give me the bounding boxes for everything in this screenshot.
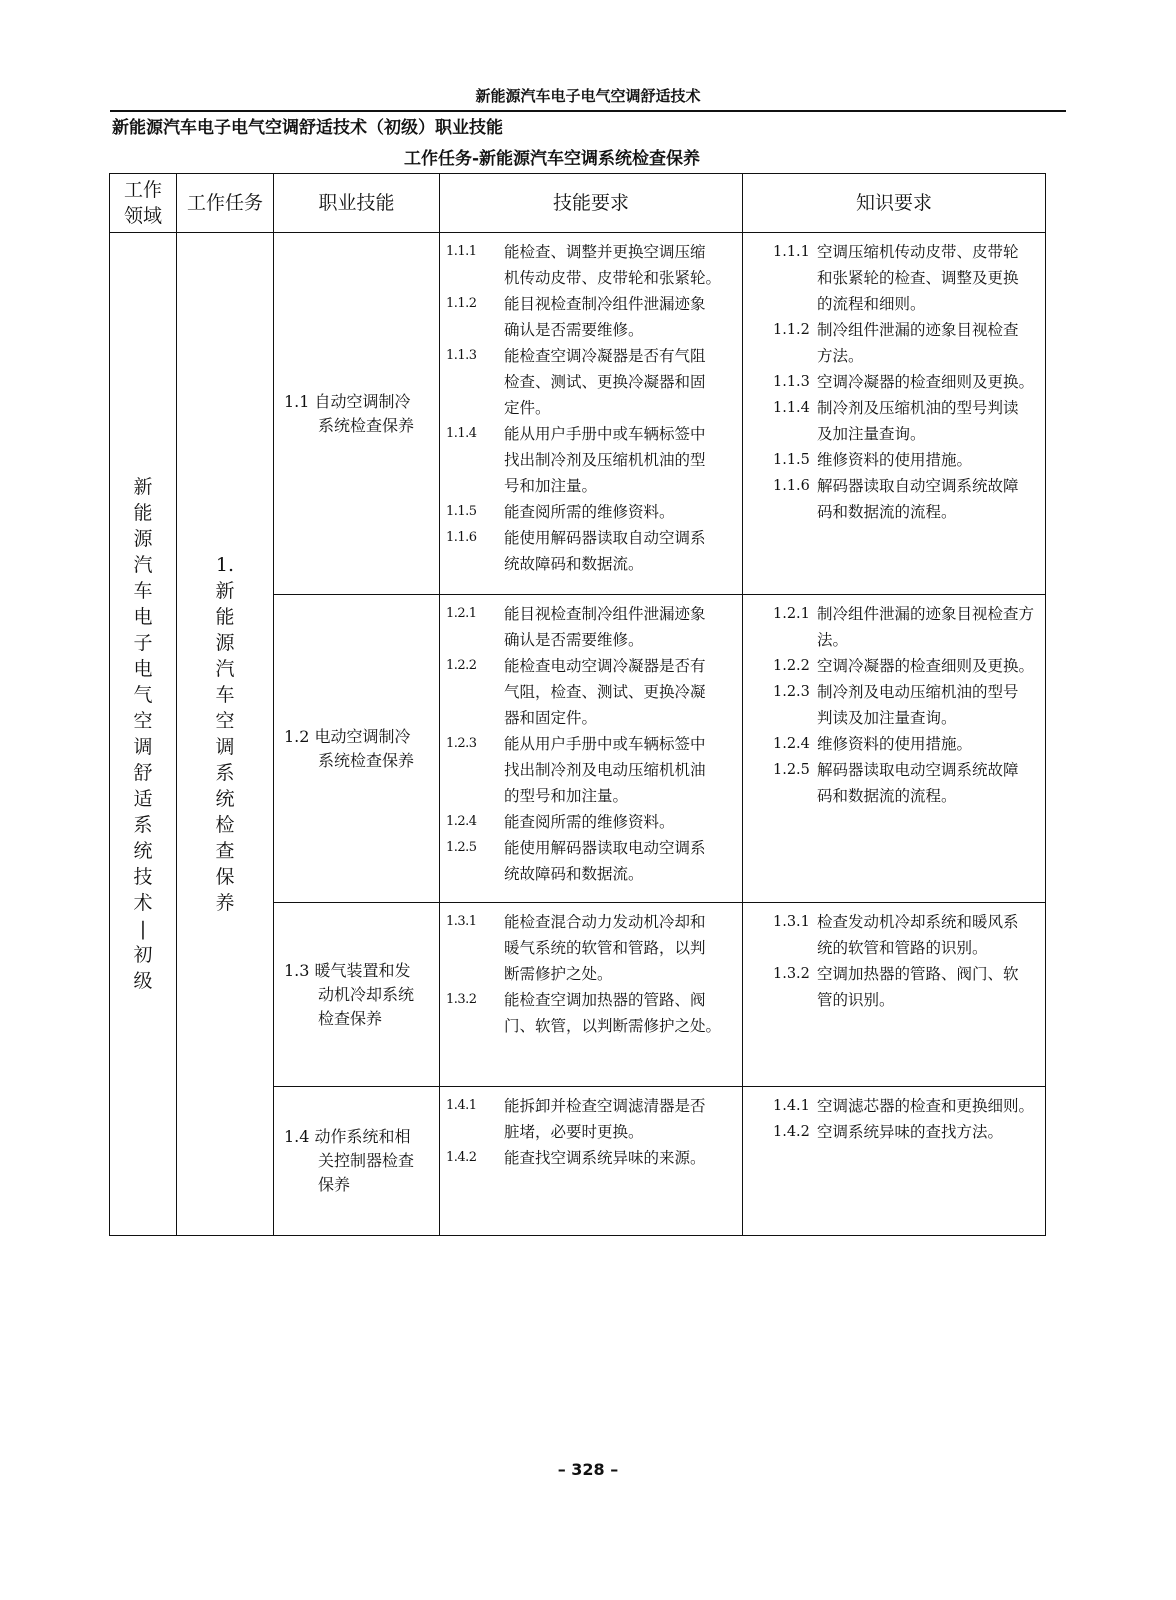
skill-requirement-line: 统故障码和数据流。 xyxy=(504,555,644,573)
skill-requirement-line: 确认是否需要维修。 xyxy=(504,631,644,649)
skill-requirement-item xyxy=(446,1093,736,1145)
knowledge-requirement-item xyxy=(749,395,1039,447)
knowledge-requirement-text xyxy=(817,601,1039,653)
document-subtitle: 工作任务-新能源汽车空调系统检查保养 xyxy=(404,149,701,169)
skill-requirement-line: 确认是否需要维修。 xyxy=(504,321,644,339)
knowledge-requirement-line: 空调冷凝器的检查细则及更换。 xyxy=(817,373,1035,391)
knowledge-requirement-line: 解码器读取电动空调系统故障 xyxy=(817,761,1019,779)
skill-requirement-number: 1.3.2 xyxy=(446,992,477,1007)
work-domain-char: 车 xyxy=(133,580,153,602)
skill-requirement-line: 统故障码和数据流。 xyxy=(504,865,644,883)
skill-requirement-item xyxy=(446,653,736,731)
knowledge-requirement-line: 维修资料的使用措施。 xyxy=(817,735,973,753)
skill-requirement-item xyxy=(446,1145,736,1171)
knowledge-requirement-text xyxy=(817,757,1039,809)
work-domain-char: 电 xyxy=(133,606,153,628)
skill-requirement-text xyxy=(504,421,736,499)
vocational-skill-cell xyxy=(274,1087,440,1236)
work-domain-char: | xyxy=(139,918,147,940)
skill-requirement-text xyxy=(504,835,736,887)
knowledge-requirement-line: 码和数据流的流程。 xyxy=(817,503,957,521)
skill-requirement-text xyxy=(504,909,736,987)
work-task-char: 汽 xyxy=(215,658,235,680)
skill-requirement-line: 暖气系统的软管和管路，以判 xyxy=(504,939,706,957)
skill-requirement-number: 1.2.4 xyxy=(446,814,477,829)
work-task-char: 源 xyxy=(215,632,235,654)
skill-requirement-line: 能查找空调系统异味的来源。 xyxy=(504,1149,706,1167)
skill-requirements-cell xyxy=(440,595,743,903)
skill-requirement-item xyxy=(446,809,736,835)
work-domain-char: 汽 xyxy=(133,554,153,576)
knowledge-requirement-line: 解码器读取自动空调系统故障 xyxy=(817,477,1019,495)
skill-requirement-item xyxy=(446,421,736,499)
skill-requirement-line: 能使用解码器读取电动空调系 xyxy=(504,839,706,857)
work-task-char: 统 xyxy=(215,788,235,810)
knowledge-requirements-cell xyxy=(743,233,1046,595)
skill-requirement-number: 1.1.5 xyxy=(446,504,477,519)
skill-requirement-text xyxy=(504,809,736,835)
knowledge-requirement-line: 维修资料的使用措施。 xyxy=(817,451,973,469)
knowledge-requirement-number: 1.1.1 xyxy=(773,244,810,260)
skill-requirement-text xyxy=(504,1093,736,1145)
skill-requirement-line: 机传动皮带、皮带轮和张紧轮。 xyxy=(504,269,722,287)
skill-requirement-number: 1.4.1 xyxy=(446,1098,477,1113)
work-domain-char: 能 xyxy=(133,502,153,524)
skill-requirement-line: 能使用解码器读取自动空调系 xyxy=(504,529,706,547)
work-domain-char: 子 xyxy=(133,632,153,654)
knowledge-requirement-line: 码和数据流的流程。 xyxy=(817,787,957,805)
skills-table xyxy=(109,173,1046,1236)
work-domain-char: 电 xyxy=(133,658,153,680)
skill-requirement-text xyxy=(504,291,736,343)
knowledge-requirement-item xyxy=(749,317,1039,369)
knowledge-requirement-line: 空调滤芯器的检查和更换细则。 xyxy=(817,1097,1035,1115)
vocational-skill-cell xyxy=(274,903,440,1087)
skill-requirement-item xyxy=(446,525,736,577)
skill-requirement-text xyxy=(504,987,736,1039)
vocational-skill-number: 1.1 xyxy=(284,391,310,411)
knowledge-requirement-line: 管的识别。 xyxy=(817,991,895,1009)
skill-requirement-item xyxy=(446,835,736,887)
knowledge-requirement-line: 空调加热器的管路、阀门、软 xyxy=(817,965,1019,983)
header-work-domain-line1: 工作 xyxy=(123,179,162,201)
skill-requirement-number: 1.2.1 xyxy=(446,606,477,621)
knowledge-requirement-text xyxy=(817,395,1039,447)
skill-requirement-number: 1.2.5 xyxy=(446,840,477,855)
knowledge-requirements-cell xyxy=(743,1087,1046,1236)
skill-requirement-number: 1.1.6 xyxy=(446,530,477,545)
knowledge-requirements-cell xyxy=(743,903,1046,1087)
knowledge-requirement-item xyxy=(749,447,1039,473)
knowledge-requirement-text xyxy=(817,239,1039,317)
work-task-char: 车 xyxy=(215,684,235,706)
vocational-skill-number: 1.3 xyxy=(284,960,310,980)
header-work-domain-line2: 领域 xyxy=(123,205,162,227)
knowledge-requirement-line: 和张紧轮的检查、调整及更换 xyxy=(817,269,1019,287)
knowledge-requirement-line: 空调压缩机传动皮带、皮带轮 xyxy=(817,243,1019,261)
skill-requirement-item xyxy=(446,291,736,343)
skill-requirement-line: 能拆卸并检查空调滤清器是否 xyxy=(504,1097,706,1115)
work-task-cell xyxy=(177,233,274,1236)
skill-requirement-item xyxy=(446,601,736,653)
knowledge-requirement-line: 空调冷凝器的检查细则及更换。 xyxy=(817,657,1035,675)
vocational-skill-title: 动作系统和相 xyxy=(314,1127,411,1146)
skill-requirement-line: 能检查空调加热器的管路、阀 xyxy=(504,991,706,1009)
knowledge-requirement-item xyxy=(749,239,1039,317)
vocational-skill-cell xyxy=(274,595,440,903)
page-number: – 328 – xyxy=(557,1460,619,1479)
skill-requirement-text xyxy=(504,1145,736,1171)
skill-requirement-line: 号和加注量。 xyxy=(504,477,598,495)
skill-requirement-line: 能从用户手册中或车辆标签中 xyxy=(504,735,706,753)
skill-requirement-text xyxy=(504,343,736,421)
skill-requirement-line: 能查阅所需的维修资料。 xyxy=(504,503,675,521)
work-domain-char: 舒 xyxy=(133,762,153,784)
header-knowledge-requirements: 知识要求 xyxy=(743,174,1046,233)
skill-requirement-number: 1.2.2 xyxy=(446,658,477,673)
knowledge-requirement-line: 及加注量查询。 xyxy=(817,425,926,443)
vocational-skill-title: 暖气装置和发 xyxy=(314,960,411,980)
skill-requirement-text xyxy=(504,239,736,291)
knowledge-requirement-number: 1.2.4 xyxy=(773,736,810,752)
vocational-skill-line: 动机冷却系统 xyxy=(318,984,415,1004)
knowledge-requirement-line: 统的软管和管路的识别。 xyxy=(817,939,988,957)
knowledge-requirement-line: 判读及加注量查询。 xyxy=(817,709,957,727)
knowledge-requirement-number: 1.1.4 xyxy=(773,400,810,416)
vocational-skill-first-line xyxy=(284,1125,431,1149)
skill-requirement-line: 气阻，检查、测试、更换冷凝 xyxy=(504,683,706,701)
skill-requirement-number: 1.1.2 xyxy=(446,296,477,311)
vocational-skill-line: 检查保养 xyxy=(318,1008,383,1028)
skill-requirement-line: 的型号和加注量。 xyxy=(504,787,629,805)
knowledge-requirement-item xyxy=(749,601,1039,653)
knowledge-requirement-text xyxy=(817,369,1039,395)
knowledge-requirement-item xyxy=(749,961,1039,1013)
vocational-skill-first-line xyxy=(284,959,431,983)
skill-requirement-text xyxy=(504,525,736,577)
table-header-row xyxy=(110,174,1046,233)
work-task-char: 新 xyxy=(215,580,235,602)
skill-requirement-line: 找出制冷剂及电动压缩机机油 xyxy=(504,761,706,779)
header-skill-requirements: 技能要求 xyxy=(440,174,743,233)
skill-requirement-line: 找出制冷剂及压缩机机油的型 xyxy=(504,451,706,469)
knowledge-requirements-cell xyxy=(743,595,1046,903)
knowledge-requirement-line: 制冷组件泄漏的迹象目视检查 xyxy=(817,321,1019,339)
knowledge-requirement-item xyxy=(749,369,1039,395)
vocational-skill-number: 1.4 xyxy=(284,1127,310,1146)
knowledge-requirement-line: 法。 xyxy=(817,631,849,649)
vocational-skill-first-line xyxy=(284,725,431,749)
skill-requirement-line: 能从用户手册中或车辆标签中 xyxy=(504,425,706,443)
knowledge-requirement-text xyxy=(817,473,1039,525)
skill-requirement-number: 1.1.1 xyxy=(446,244,477,259)
skill-requirement-number: 1.2.3 xyxy=(446,736,477,751)
knowledge-requirement-number: 1.1.5 xyxy=(773,452,810,468)
work-domain-char: 源 xyxy=(133,528,153,550)
knowledge-requirement-line: 制冷剂及压缩机油的型号判读 xyxy=(817,399,1019,417)
skill-requirement-line: 能目视检查制冷组件泄漏迹象 xyxy=(504,605,706,623)
work-task-char: 查 xyxy=(215,840,235,862)
work-domain-char: 技 xyxy=(133,866,153,888)
skill-requirement-line: 检查、测试、更换冷凝器和固 xyxy=(504,373,706,391)
skill-requirement-line: 能检查空调冷凝器是否有气阻 xyxy=(504,347,706,365)
work-task-char: 检 xyxy=(215,814,235,836)
vocational-skill-line: 关控制器检查 xyxy=(318,1151,415,1170)
skill-requirement-item xyxy=(446,731,736,809)
skill-requirement-item xyxy=(446,499,736,525)
knowledge-requirement-item xyxy=(749,731,1039,757)
work-domain-char: 级 xyxy=(133,970,153,992)
skill-requirement-text xyxy=(504,653,736,731)
header-work-task: 工作任务 xyxy=(177,174,274,233)
work-task-char: 1. xyxy=(215,554,235,576)
vocational-skill-number: 1.2 xyxy=(284,726,310,746)
work-task-char: 养 xyxy=(215,892,235,914)
skill-requirement-text xyxy=(504,731,736,809)
knowledge-requirement-number: 1.4.2 xyxy=(773,1124,810,1140)
knowledge-requirement-item xyxy=(749,757,1039,809)
knowledge-requirement-text xyxy=(817,1093,1039,1119)
knowledge-requirement-number: 1.4.1 xyxy=(773,1098,810,1114)
knowledge-requirement-text xyxy=(817,731,1039,757)
skill-requirement-number: 1.3.1 xyxy=(446,914,477,929)
skill-requirement-text xyxy=(504,499,736,525)
knowledge-requirement-number: 1.1.3 xyxy=(773,374,810,390)
knowledge-requirement-item xyxy=(749,909,1039,961)
running-header xyxy=(110,86,1066,112)
work-domain-char: 调 xyxy=(133,736,153,758)
knowledge-requirement-text xyxy=(817,653,1039,679)
skill-requirement-text xyxy=(504,601,736,653)
vocational-skill-cell xyxy=(274,233,440,595)
work-domain-char: 新 xyxy=(133,476,153,498)
knowledge-requirement-number: 1.2.2 xyxy=(773,658,810,674)
table-row xyxy=(110,233,1046,595)
header-work-domain xyxy=(110,174,177,233)
knowledge-requirement-text xyxy=(817,909,1039,961)
skill-requirements-cell xyxy=(440,233,743,595)
work-task-char: 能 xyxy=(215,606,235,628)
document-title: 新能源汽车电子电气空调舒适技术（初级）职业技能 xyxy=(112,118,503,138)
knowledge-requirement-text xyxy=(817,317,1039,369)
work-domain-char: 初 xyxy=(133,944,153,966)
knowledge-requirement-item xyxy=(749,473,1039,525)
skill-requirement-line: 定件。 xyxy=(504,399,551,417)
skill-requirement-line: 能检查混合动力发动机冷却和 xyxy=(504,913,706,931)
knowledge-requirement-number: 1.1.6 xyxy=(773,478,810,494)
header-vocational-skill: 职业技能 xyxy=(274,174,440,233)
work-domain-char: 空 xyxy=(133,710,153,732)
work-domain-char: 术 xyxy=(133,892,153,914)
work-task-char: 空 xyxy=(215,710,235,732)
knowledge-requirement-item xyxy=(749,679,1039,731)
vocational-skill-title: 电动空调制冷 xyxy=(314,726,411,746)
skill-requirement-line: 断需修护之处。 xyxy=(504,965,613,983)
skill-requirement-number: 1.4.2 xyxy=(446,1150,477,1165)
knowledge-requirement-item xyxy=(749,1119,1039,1145)
skill-requirement-item xyxy=(446,909,736,987)
work-domain-char: 适 xyxy=(133,788,153,810)
skill-requirement-item xyxy=(446,987,736,1039)
skill-requirement-line: 能查阅所需的维修资料。 xyxy=(504,813,675,831)
skill-requirement-number: 1.1.4 xyxy=(446,426,477,441)
knowledge-requirement-number: 1.2.1 xyxy=(773,606,810,622)
skill-requirement-line: 门、软管，以判断需修护之处。 xyxy=(504,1017,722,1035)
knowledge-requirement-number: 1.3.1 xyxy=(773,914,810,930)
work-domain-char: 气 xyxy=(133,684,153,706)
knowledge-requirement-text xyxy=(817,447,1039,473)
work-domain-cell xyxy=(110,233,177,1236)
skill-requirement-line: 能检查电动空调冷凝器是否有 xyxy=(504,657,706,675)
knowledge-requirement-line: 方法。 xyxy=(817,347,864,365)
knowledge-requirement-line: 检查发动机冷却系统和暖风系 xyxy=(817,913,1019,931)
vocational-skill-first-line xyxy=(284,390,431,414)
work-task-char: 保 xyxy=(215,866,235,888)
skill-requirement-line: 器和固定件。 xyxy=(504,709,598,727)
work-task-char: 系 xyxy=(215,762,235,784)
skill-requirement-line: 脏堵，必要时更换。 xyxy=(504,1123,644,1141)
skill-requirement-item xyxy=(446,343,736,421)
knowledge-requirement-item xyxy=(749,653,1039,679)
knowledge-requirement-number: 1.2.5 xyxy=(773,762,810,778)
skill-requirement-line: 能检查、调整并更换空调压缩 xyxy=(504,243,706,261)
work-task-char: 调 xyxy=(215,736,235,758)
knowledge-requirement-line: 的流程和细则。 xyxy=(817,295,926,313)
vocational-skill-line: 保养 xyxy=(318,1175,351,1194)
vocational-skill-title: 自动空调制冷 xyxy=(314,391,411,411)
work-domain-char: 统 xyxy=(133,840,153,862)
knowledge-requirement-number: 1.3.2 xyxy=(773,966,810,982)
knowledge-requirement-text xyxy=(817,679,1039,731)
skill-requirements-cell xyxy=(440,903,743,1087)
knowledge-requirement-number: 1.1.2 xyxy=(773,322,810,338)
vocational-skill-line: 系统检查保养 xyxy=(318,415,415,435)
skill-requirement-line: 能目视检查制冷组件泄漏迹象 xyxy=(504,295,706,313)
knowledge-requirement-text xyxy=(817,961,1039,1013)
skill-requirements-cell xyxy=(440,1087,743,1236)
vocational-skill-line: 系统检查保养 xyxy=(318,750,415,770)
running-title: 新能源汽车电子电气空调舒适技术 xyxy=(475,87,701,105)
skill-requirement-number: 1.1.3 xyxy=(446,348,477,363)
skill-requirement-item xyxy=(446,239,736,291)
work-domain-char: 系 xyxy=(133,814,153,836)
knowledge-requirement-line: 空调系统异味的查找方法。 xyxy=(817,1123,1004,1141)
knowledge-requirement-item xyxy=(749,1093,1039,1119)
knowledge-requirement-line: 制冷组件泄漏的迹象目视检查方 xyxy=(817,605,1035,623)
knowledge-requirement-line: 制冷剂及电动压缩机油的型号 xyxy=(817,683,1019,701)
knowledge-requirement-number: 1.2.3 xyxy=(773,684,810,700)
knowledge-requirement-text xyxy=(817,1119,1039,1145)
